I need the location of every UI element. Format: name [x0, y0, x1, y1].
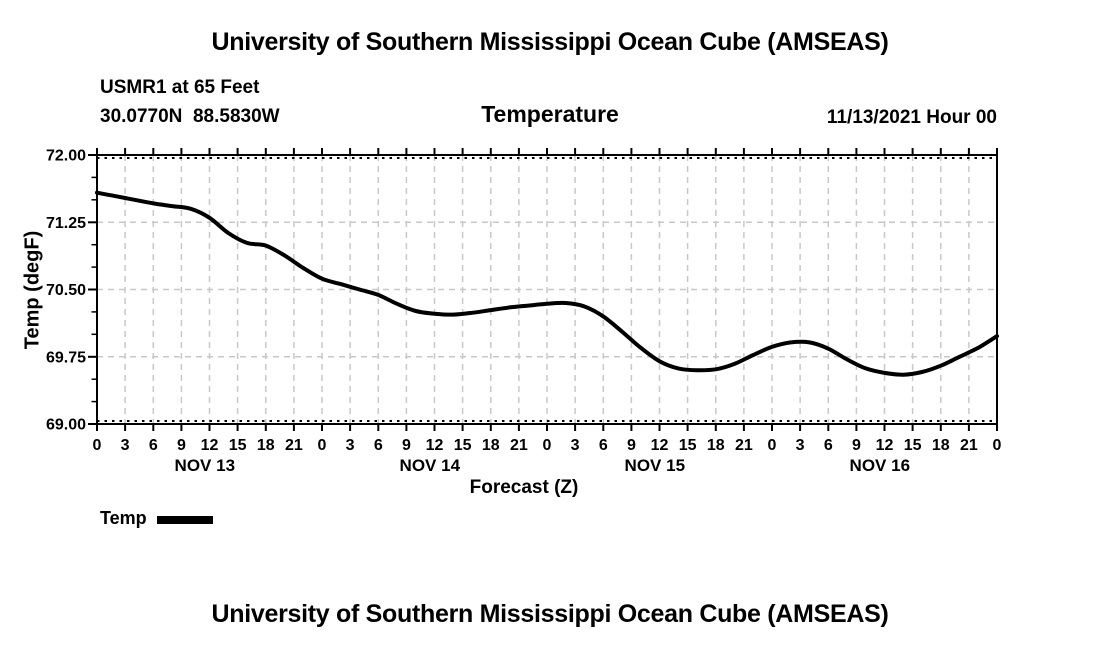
- x-tick-label: 6: [598, 437, 608, 454]
- x-tick-label: 9: [401, 437, 411, 454]
- x-tick-label: 12: [650, 437, 669, 454]
- page-title: University of Southern Mississippi Ocean Cube (AMSEAS): [211, 28, 889, 56]
- x-tick-label: 6: [148, 437, 158, 454]
- x-tick-label: 18: [481, 437, 500, 454]
- x-tick-label: 18: [706, 437, 725, 454]
- x-tick-label: 12: [875, 437, 894, 454]
- x-tick-label: 3: [345, 437, 355, 454]
- x-tick-label: 12: [425, 437, 444, 454]
- x-tick-label: 15: [678, 437, 697, 454]
- legend-label: Temp: [100, 508, 147, 528]
- x-tick-label: 0: [317, 437, 327, 454]
- x-tick-label: 3: [570, 437, 580, 454]
- x-tick-label: 18: [931, 437, 950, 454]
- x-tick-label: 21: [960, 437, 978, 454]
- y-tick-label: 70.50: [45, 282, 86, 299]
- x-tick-label: 0: [767, 437, 777, 454]
- x-tick-label: 6: [823, 437, 833, 454]
- x-tick-label: 0: [992, 437, 1002, 454]
- y-tick-label: 69.00: [45, 416, 86, 434]
- x-tick-label: 0: [92, 437, 102, 454]
- run-date-label: 11/13/2021 Hour 00: [826, 107, 997, 128]
- x-tick-label: 21: [510, 437, 528, 454]
- x-tick-label: 15: [903, 437, 922, 454]
- x-axis-title: Forecast (Z): [469, 477, 579, 498]
- x-tick-label: 3: [795, 437, 805, 454]
- y-tick-label: 69.75: [45, 349, 86, 367]
- x-tick-label: 6: [373, 437, 383, 454]
- footer-title: University of Southern Mississippi Ocean Cube (AMSEAS): [211, 600, 889, 628]
- day-label: NOV 15: [624, 456, 686, 475]
- station-label: USMR1 at 65 Feet: [100, 77, 260, 98]
- y-axis-title: Temp (degF): [21, 230, 44, 350]
- x-tick-label: 12: [200, 437, 219, 454]
- day-label: NOV 16: [849, 456, 911, 475]
- x-tick-label: 9: [851, 437, 861, 454]
- station-coordinates: 30.0770N 88.5830W: [100, 106, 280, 127]
- y-tick-label: 71.25: [45, 214, 86, 232]
- x-tick-label: 0: [542, 437, 552, 454]
- x-tick-label: 15: [228, 437, 247, 454]
- x-tick-label: 9: [176, 437, 186, 454]
- plot-title: Temperature: [481, 101, 619, 127]
- x-tick-label: 3: [120, 437, 130, 454]
- y-tick-label: 72.00: [45, 147, 86, 165]
- legend-line-swatch: [157, 516, 213, 524]
- x-tick-label: 15: [453, 437, 472, 454]
- x-tick-label: 9: [626, 437, 636, 454]
- x-tick-label: 18: [256, 437, 275, 454]
- day-label: NOV 13: [174, 456, 236, 475]
- x-tick-label: 21: [285, 437, 303, 454]
- x-tick-label: 21: [735, 437, 753, 454]
- day-label: NOV 14: [399, 456, 461, 475]
